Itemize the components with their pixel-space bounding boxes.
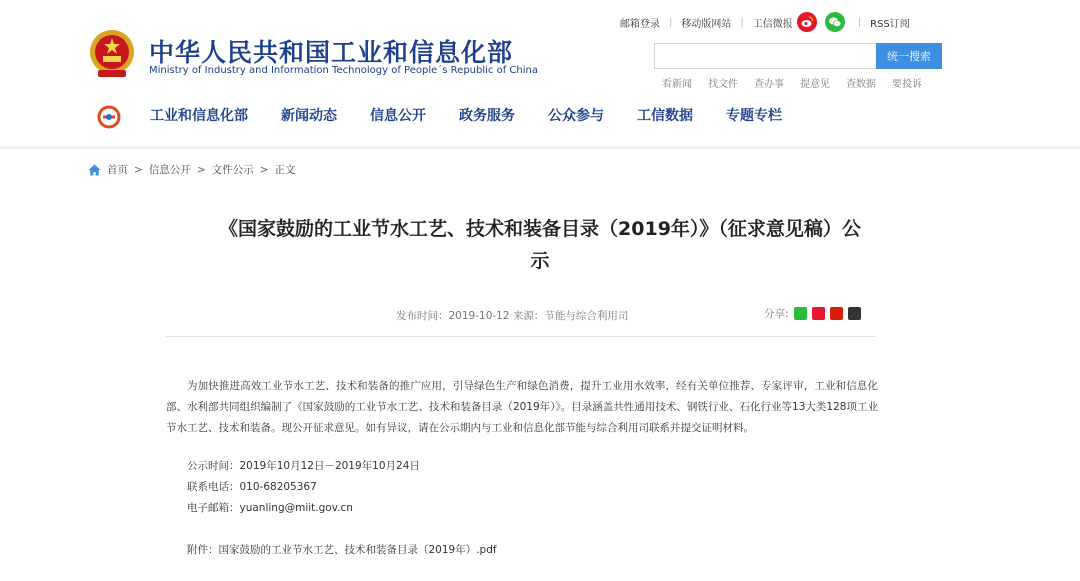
article-title-line1: 《国家鼓励的工业节水工艺、技术和装备目录（2019年）》（征求意见稿）公 bbox=[219, 218, 861, 240]
share-renren-icon[interactable] bbox=[830, 307, 843, 320]
mobile-site-link[interactable]: 移动版网站 bbox=[681, 18, 732, 30]
nav-item-ministry[interactable]: 工业和信息化部 bbox=[150, 108, 248, 124]
article-body bbox=[166, 376, 878, 439]
share-label: 分享: bbox=[764, 308, 789, 320]
site-title-english: Ministry of Industry and Information Technology of People´s Republic of China bbox=[149, 65, 538, 76]
share-weibo-icon[interactable] bbox=[812, 307, 825, 320]
quick-link-feedback[interactable]: 提意见 bbox=[800, 79, 830, 90]
nav-item-disclosure[interactable]: 信息公开 bbox=[370, 108, 426, 124]
nav-item-news[interactable]: 新闻动态 bbox=[281, 108, 337, 124]
weibo-report-link[interactable]: 工信微报 bbox=[752, 18, 793, 30]
quick-links bbox=[662, 75, 938, 90]
quick-link-news[interactable]: 看新闻 bbox=[662, 79, 692, 90]
nav-item-topics[interactable]: 专题专栏 bbox=[726, 108, 782, 124]
wechat-icon[interactable] bbox=[825, 12, 845, 32]
breadcrumb-separator: > bbox=[134, 163, 143, 176]
top-links bbox=[620, 12, 910, 32]
search-input[interactable] bbox=[654, 43, 876, 69]
article-meta: 发布时间：2019-10-12 来源：节能与综合利用司 bbox=[396, 310, 629, 322]
breadcrumb bbox=[88, 162, 295, 177]
separator: | bbox=[669, 16, 673, 28]
share-qq-icon[interactable] bbox=[848, 307, 861, 320]
site-header bbox=[0, 0, 1080, 145]
attachment-link[interactable]: 附件：国家鼓励的工业节水工艺、技术和装备目录（2019年）.pdf bbox=[187, 544, 497, 556]
nav-item-participation[interactable]: 公众参与 bbox=[548, 108, 604, 124]
weibo-icon[interactable] bbox=[797, 12, 817, 32]
rss-link[interactable]: RSS订阅 bbox=[870, 18, 910, 30]
nav-item-data[interactable]: 工信数据 bbox=[637, 108, 693, 124]
search-button[interactable]: 统一搜索 bbox=[876, 43, 942, 69]
site-title[interactable]: 中华人民共和国工业和信息化部 bbox=[149, 38, 514, 67]
mail-login-link[interactable]: 邮箱登录 bbox=[620, 18, 660, 30]
share-bar bbox=[764, 306, 861, 321]
share-wechat-icon[interactable] bbox=[794, 307, 807, 320]
contact-phone: 联系电话：010-68205367 bbox=[187, 481, 317, 493]
separator: | bbox=[740, 16, 744, 28]
national-emblem-icon[interactable] bbox=[88, 28, 136, 80]
article-title-line2: 示 bbox=[530, 250, 550, 272]
nav-item-services[interactable]: 政务服务 bbox=[459, 108, 515, 124]
notice-period: 公示时间：2019年10月12日－2019年10月24日 bbox=[187, 460, 420, 472]
meta-divider bbox=[166, 336, 876, 337]
separator: | bbox=[857, 16, 862, 28]
ministry-logo-icon[interactable] bbox=[97, 105, 121, 129]
breadcrumb-disclosure[interactable]: 信息公开 bbox=[148, 164, 191, 176]
breadcrumb-file-notices[interactable]: 文件公示 bbox=[211, 164, 254, 176]
contact-email: 电子邮箱：yuanling@miit.gov.cn bbox=[187, 502, 353, 514]
header-divider bbox=[0, 146, 1080, 149]
breadcrumb-home[interactable]: 首页 bbox=[107, 164, 128, 176]
home-icon bbox=[88, 164, 101, 176]
breadcrumb-separator: > bbox=[196, 163, 206, 176]
article-title bbox=[160, 213, 920, 277]
main-nav bbox=[150, 105, 815, 125]
article-paragraph: 为加快推进高效工业节水工艺、技术和装备的推广应用，引导绿色生产和绿色消费，提升工业用水效率，经有关单位推荐、专家评审，工业和信息化部、水利部共同组织编制了《国家鼓励的工业节水工艺、技术和装备目录（2019年）》。目录涵盖共性通用技术、钢铁行业、石化行业等13大类128项工业节水工艺、技术和装备。现公开征求意见。如有异议，请在公示期内与工业和信息化部节能与综合利用司联系并提交证明材料。 bbox=[166, 380, 878, 434]
breadcrumb-separator: > bbox=[259, 163, 269, 176]
quick-link-services[interactable]: 查办事 bbox=[754, 79, 784, 90]
breadcrumb-current: 正文 bbox=[274, 164, 296, 176]
quick-link-complaint[interactable]: 要投诉 bbox=[892, 79, 922, 90]
quick-link-files[interactable]: 找文件 bbox=[708, 79, 738, 90]
quick-link-data[interactable]: 查数据 bbox=[846, 79, 876, 90]
